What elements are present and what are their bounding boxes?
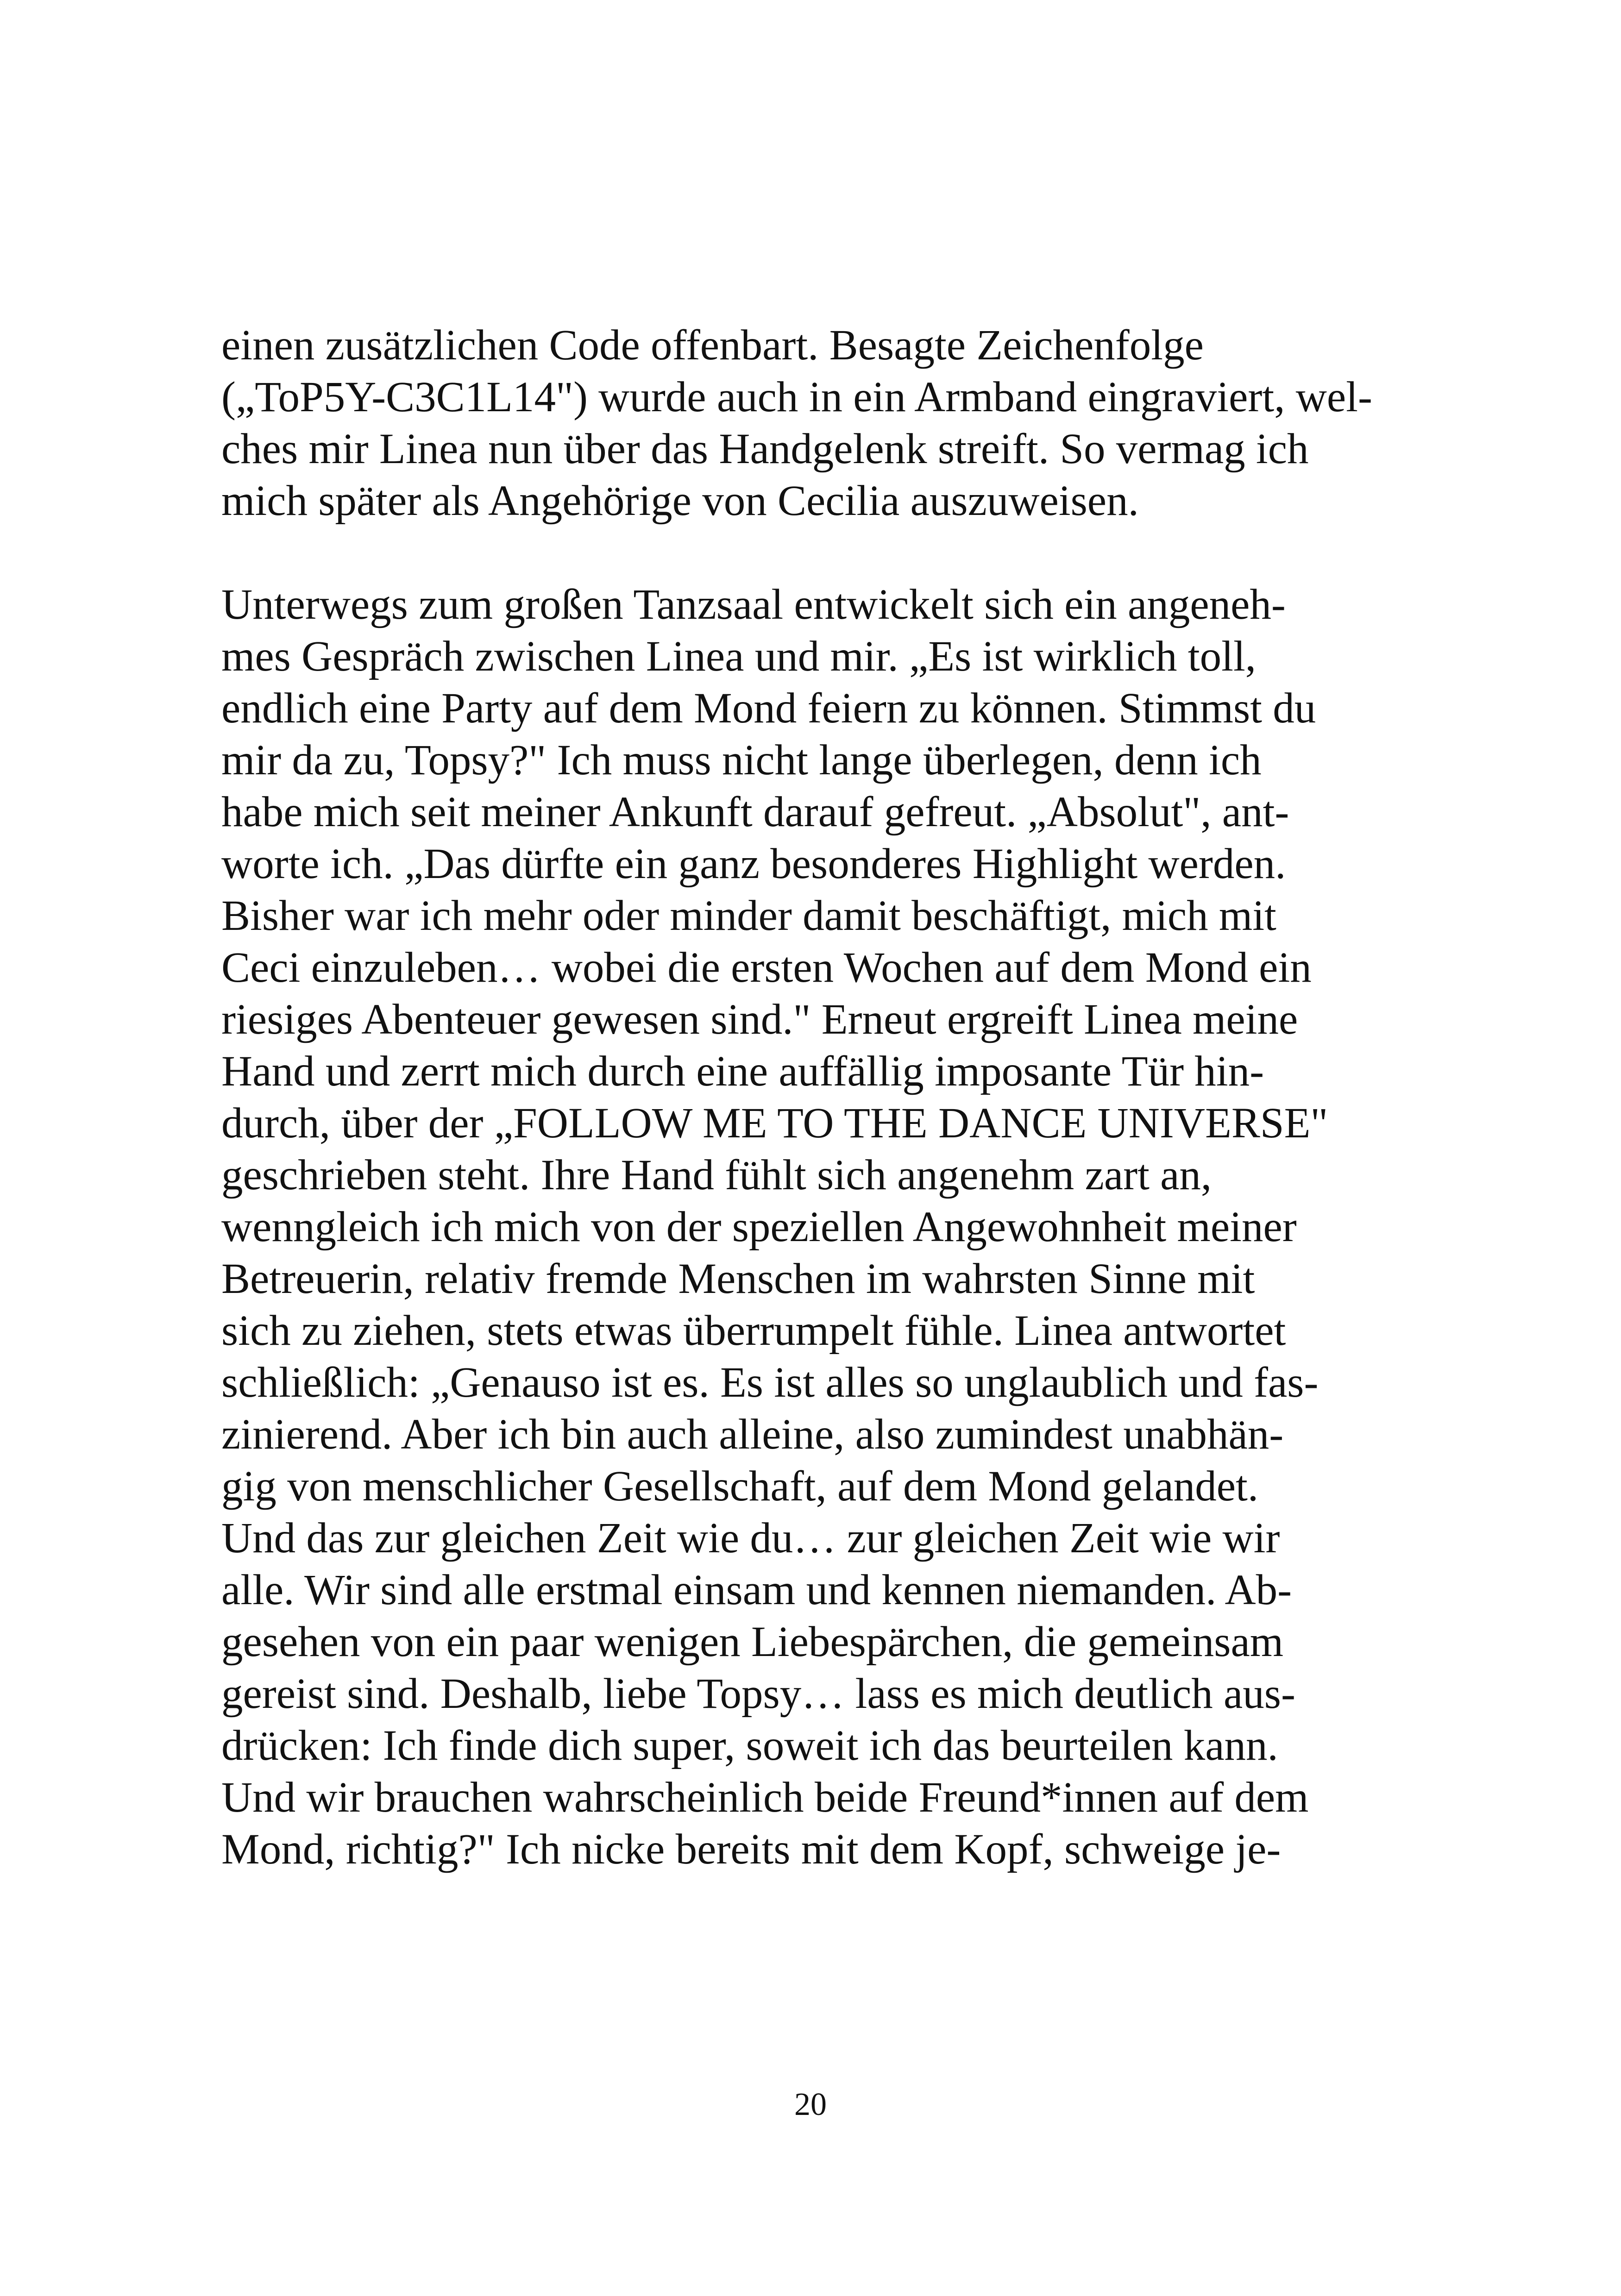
text-line: („ToP5Y-C3C1L14") wurde auch in ein Armband eingraviert, wel-: [221, 373, 1372, 421]
text-line: gig von menschlicher Gesellschaft, auf dem Mond gelandet.: [221, 1462, 1259, 1510]
paragraph-2: [221, 579, 1435, 1876]
text-line: alle. Wir sind alle erstmal einsam und kennen niemanden. Ab-: [221, 1566, 1292, 1614]
text-line: habe mich seit meiner Ankunft darauf gefreut. „Absolut", ant-: [221, 788, 1289, 836]
text-line: schließlich: „Genauso ist es. Es ist alles so unglaublich und fas-: [221, 1359, 1319, 1406]
paragraph-1: [221, 320, 1435, 527]
text-line: zinierend. Aber ich bin auch alleine, also zumindest unabhän-: [221, 1411, 1284, 1458]
text-line: Betreuerin, relativ fremde Menschen im wahrsten Sinne mit: [221, 1255, 1255, 1303]
text-line: mes Gespräch zwischen Linea und mir. „Es ist wirklich toll,: [221, 633, 1257, 680]
text-line: Hand und zerrt mich durch eine auffällig imposante Tür hin-: [221, 1048, 1264, 1095]
text-line: gereist sind. Deshalb, liebe Topsy… lass es mich deutlich aus-: [221, 1670, 1295, 1718]
text-line: worte ich. „Das dürfte ein ganz besonderes Highlight werden.: [221, 840, 1286, 888]
text-line: durch, über der „FOLLOW ME TO THE DANCE UNIVERSE": [221, 1099, 1328, 1147]
text-line: einen zusätzlichen Code offenbart. Besagte Zeichenfolge: [221, 321, 1204, 369]
text-line: geschrieben steht. Ihre Hand fühlt sich angenehm zart an,: [221, 1151, 1212, 1199]
text-line: Bisher war ich mehr oder minder damit beschäftigt, mich mit: [221, 892, 1276, 940]
text-line: wenngleich ich mich von der speziellen Angewohnheit meiner: [221, 1203, 1297, 1251]
text-line: drücken: Ich finde dich super, soweit ich das beurteilen kann.: [221, 1722, 1278, 1769]
text-line: Und das zur gleichen Zeit wie du… zur gleichen Zeit wie wir: [221, 1514, 1280, 1562]
body-text: [221, 320, 1435, 1876]
page-number: 20: [794, 2087, 827, 2122]
text-line: sich zu ziehen, stets etwas überrumpelt fühle. Linea antwortet: [221, 1307, 1286, 1355]
text-line: Und wir brauchen wahrscheinlich beide Freund*innen auf dem: [221, 1774, 1309, 1821]
text-line: Mond, richtig?" Ich nicke bereits mit dem Kopf, schweige je-: [221, 1826, 1281, 1873]
text-line: gesehen von ein paar wenigen Liebespärchen, die gemeinsam: [221, 1618, 1284, 1666]
text-line: mich später als Angehörige von Cecilia auszuweisen.: [221, 477, 1139, 525]
text-line: riesiges Abenteuer gewesen sind." Erneut ergreift Linea meine: [221, 996, 1298, 1043]
text-line: Ceci einzuleben… wobei die ersten Wochen auf dem Mond ein: [221, 944, 1312, 991]
text-line: Unterwegs zum großen Tanzsaal entwickelt sich ein angeneh-: [221, 581, 1286, 628]
text-line: mir da zu, Topsy?" Ich muss nicht lange überlegen, denn ich: [221, 736, 1262, 784]
text-line: ches mir Linea nun über das Handgelenk streift. So vermag ich: [221, 425, 1309, 473]
text-line: endlich eine Party auf dem Mond feiern zu können. Stimmst du: [221, 684, 1316, 732]
